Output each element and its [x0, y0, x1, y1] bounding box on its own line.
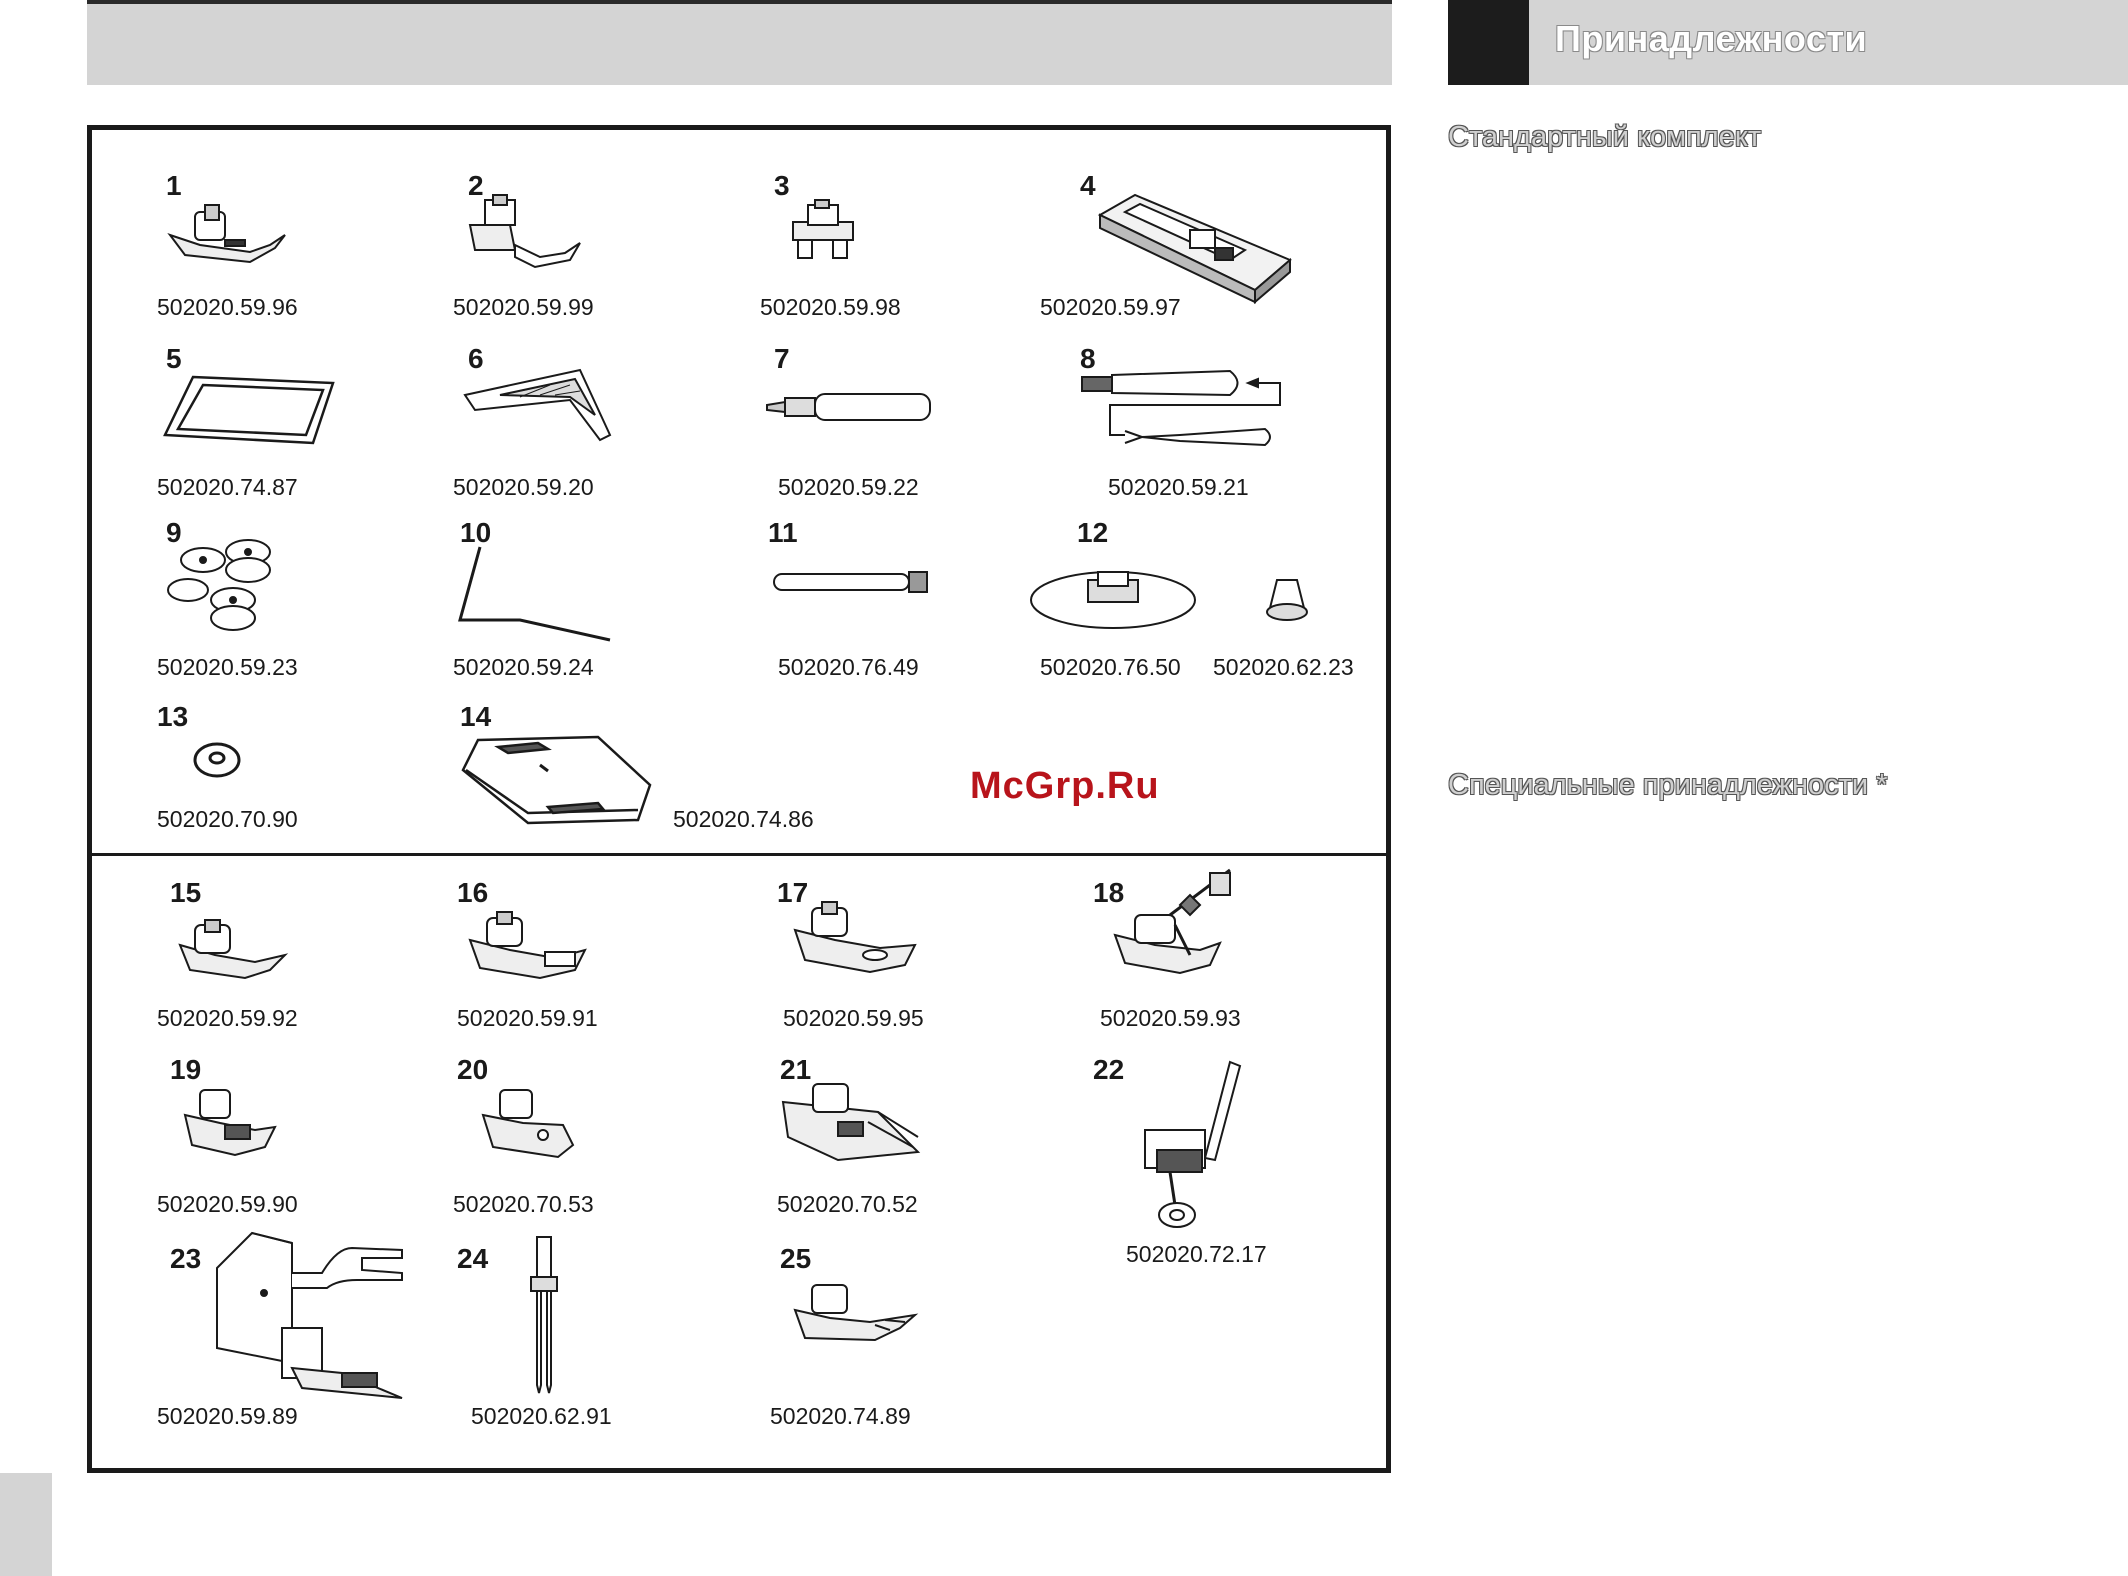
- item-code: 502020.59.93: [1100, 1005, 1241, 1031]
- item-code: 502020.59.98: [760, 294, 901, 320]
- item-code: 502020.62.91: [471, 1403, 612, 1429]
- item-code: 502020.72.17: [1126, 1241, 1267, 1267]
- cover-icon: [163, 375, 338, 445]
- item-number: 7: [774, 343, 790, 374]
- buttonhole-foot-icon: [1095, 190, 1295, 310]
- item-number: 20: [457, 1054, 489, 1085]
- header-dark-block: [1448, 0, 1529, 85]
- item-number: 24: [457, 1243, 489, 1274]
- twin-needle-icon: [525, 1235, 565, 1395]
- open-toe-foot-icon: [790, 1280, 920, 1350]
- item-number: 14: [460, 701, 492, 732]
- item-code: 502020.59.99: [453, 294, 594, 320]
- item-code: 502020.59.89: [157, 1403, 298, 1429]
- item-code: 502020.59.21: [1108, 474, 1249, 500]
- felt-washer-icon: [192, 740, 242, 780]
- sewing-foot-icon: [165, 200, 295, 270]
- item-code: 502020.70.90: [157, 806, 298, 832]
- brush-seam-ripper-icon: [1080, 365, 1280, 455]
- item-code: 502020.70.52: [777, 1191, 918, 1217]
- darning-foot-icon: [1110, 865, 1260, 980]
- satin-foot-icon: [478, 1085, 578, 1160]
- item-code: 502020.59.92: [157, 1005, 298, 1031]
- hemmer-foot-icon: [175, 920, 290, 985]
- item-code: 502020.74.87: [157, 474, 298, 500]
- item-code: 502020.59.23: [157, 654, 298, 680]
- header-band-left: [87, 0, 1392, 85]
- item-number: 6: [468, 343, 484, 374]
- item-code: 502020.59.96: [157, 294, 298, 320]
- button-foot-icon: [783, 200, 873, 265]
- section-special-heading: Специальные принадлежности *: [1448, 769, 1888, 801]
- item-number: 3: [774, 170, 790, 201]
- item-code: 502020.59.95: [783, 1005, 924, 1031]
- item-code: 502020.76.49: [778, 654, 919, 680]
- item-number: 16: [457, 877, 489, 908]
- item-number: 17: [777, 877, 809, 908]
- frame-divider: [87, 853, 1391, 856]
- item-number: 15: [170, 877, 202, 908]
- item-number: 13: [157, 701, 189, 732]
- item-code: 502020.59.24: [453, 654, 594, 680]
- spool-pin-icon: [765, 390, 935, 425]
- item-number: 5: [166, 343, 182, 374]
- item-code: 502020.74.86: [673, 806, 814, 832]
- item-number: 19: [170, 1054, 202, 1085]
- item-number: 2: [468, 170, 484, 201]
- item-number: 10: [460, 517, 492, 548]
- item-code: 502020.59.97: [1040, 294, 1181, 320]
- item-code: 502020.59.22: [778, 474, 919, 500]
- embroidery-foot-icon: [1135, 1060, 1250, 1230]
- item-number: 12: [1077, 517, 1109, 548]
- item-number: 8: [1080, 343, 1096, 374]
- item-number: 18: [1093, 877, 1125, 908]
- item-code: 502020.59.20: [453, 474, 594, 500]
- item-code: 502020.70.53: [453, 1191, 594, 1217]
- gathering-foot-icon: [180, 1085, 280, 1160]
- quilting-guide-icon: [460, 365, 615, 445]
- watermark: McGrp.Ru: [970, 765, 1160, 807]
- quilt-bar-icon: [455, 545, 615, 645]
- page-edge-tab: [0, 1473, 52, 1576]
- item-number: 23: [170, 1243, 202, 1274]
- spool-holder-icon: [1262, 578, 1312, 623]
- walking-foot-icon: [212, 1228, 412, 1403]
- item-number: 21: [780, 1054, 812, 1085]
- bobbins-icon: [168, 530, 278, 635]
- item-number: 25: [780, 1243, 812, 1274]
- item-code: 502020.76.50: [1040, 654, 1181, 680]
- page-title: Принадлежности: [1555, 18, 1868, 59]
- item-number: 11: [768, 517, 798, 548]
- section-standard-heading: Стандартный комплект: [1448, 121, 1762, 153]
- zipper-foot-icon: [465, 195, 595, 270]
- item-number: 1: [166, 170, 182, 201]
- quarter-inch-foot-icon: [778, 1082, 923, 1162]
- item-number: 9: [166, 517, 182, 548]
- cording-foot-icon: [465, 910, 590, 985]
- item-code: 502020.59.91: [457, 1005, 598, 1031]
- item-code-2: 502020.62.23: [1213, 654, 1354, 680]
- spare-spool-pin-icon: [772, 570, 932, 595]
- item-number: 4: [1080, 170, 1096, 201]
- item-number: 22: [1093, 1054, 1125, 1085]
- darning-plate-icon: [458, 735, 653, 825]
- item-code: 502020.59.90: [157, 1191, 298, 1217]
- overcasting-foot-icon: [790, 900, 920, 980]
- spool-cap-icon: [1028, 570, 1198, 635]
- item-code: 502020.74.89: [770, 1403, 911, 1429]
